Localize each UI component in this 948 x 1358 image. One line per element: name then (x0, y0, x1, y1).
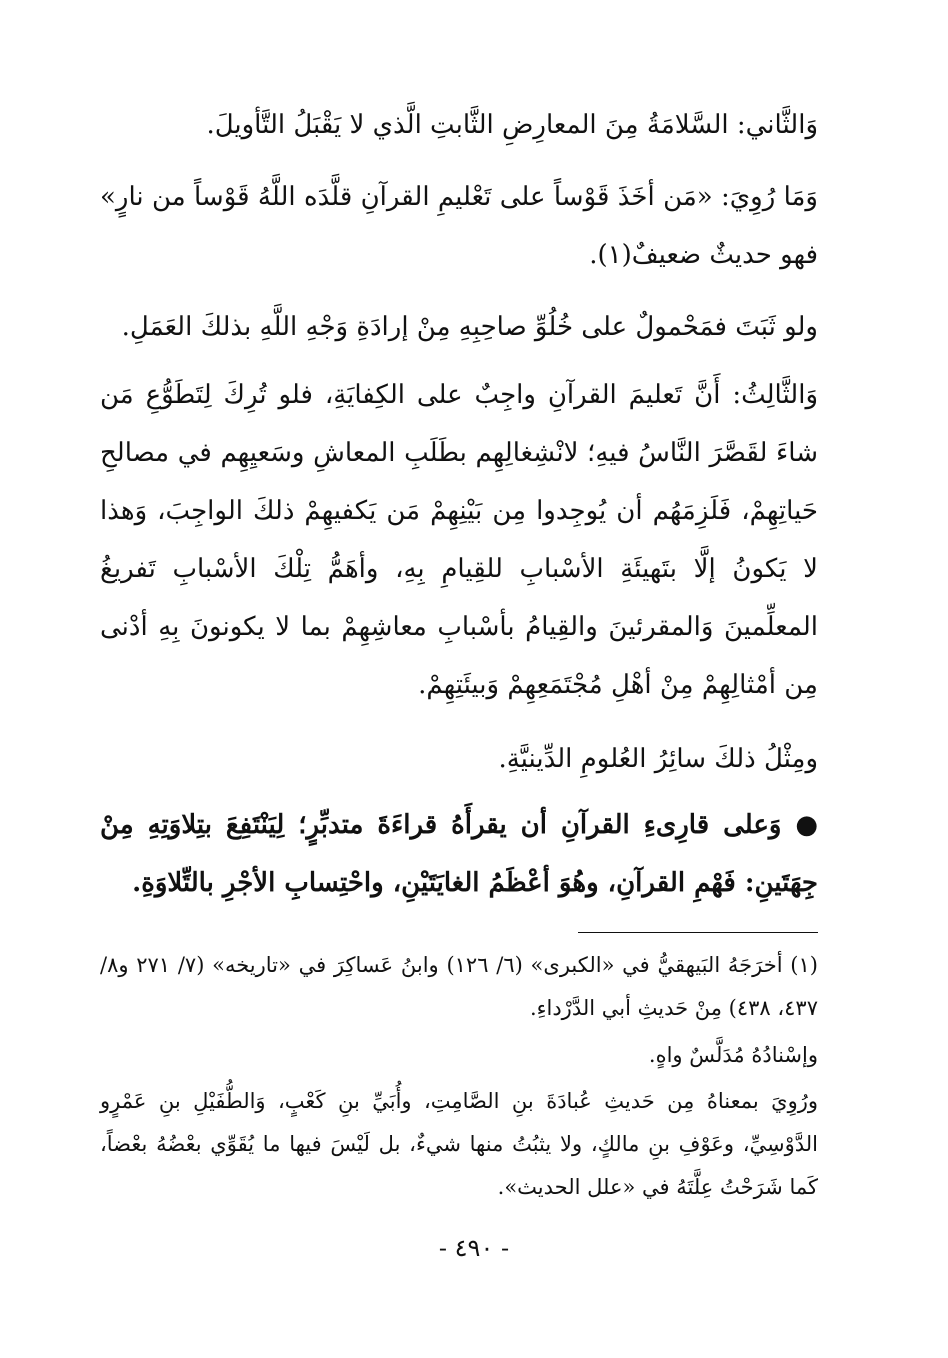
paragraph-second-condition: وَالثَّاني: السَّلامَةُ مِنَ المعارِضِ الثَّابتِ الَّذي لا يَقْبَلُ التَّأويلَ. (206, 110, 818, 140)
footnote-isnad: وإسْنادُهُ مُدَلَّسٌ واهٍ. (648, 1043, 818, 1067)
paragraph-religious-sciences: ومِثْلُ ذلكَ سائِرُ العُلومِ الدِّينيَّةِ. (498, 744, 818, 774)
footnote-1: (١) أخرَجَهُ البَيهقيُّ في «الكبرى» (٦/ ١٢٦) وابنُ عَساكِرَ في «تاريخه» (٧/ ٢٧١ و٨/ ٤٣٧، ٤٣٨) مِنْ حَديثِ أبي الدَّرْداءِ. (100, 953, 818, 1020)
paragraph-third-condition: وَالثَّالِثُ: أَنَّ تَعليمَ القرآنِ واجِبٌ على الكِفايَةِ، فلو تُرِكَ لِتَطَوُّعِ مَن شاءَ لقَصَّرَ النَّاسُ فيهِ؛ لانْشِغالِهِم بطَلَبِ المعاشِ وسَعيِهِم في مصالحِ حَياتِهِمْ، فَلَزِمَهُم أن يُوجِدوا مِن بَيْنِهِمْ مَن يَكفيهِمْ ذلكَ الواجِبَ، وَهذا لا يَكونُ إلَّا بتَهيئَةِ الأسْبابِ للقِيامِ بِهِ، وأهَمُّ تِلْكَ الأسْبابِ تَفريغُ المعلِّمينَ وَالمقرئينَ والقِيامُ بأسْبابِ معاشِهِمْ بما لا يكونونَ بِهِ أدْنى مِن أمْثالِهِمْ مِنْ أهْلِ مُجْتَمَعِهِمْ وَبيئَتِهِمْ. (100, 380, 818, 700)
footnote-divider (578, 932, 818, 933)
page-number: - ٤٩٠ - (438, 1234, 510, 1262)
paragraph-interpretation: ولو ثَبَتَ فمَحْمولٌ على خُلُوِّ صاحِبِهِ مِنْ إرادَةِ وَجْهِ اللَّهِ بذلكَ العَمَلِ. (121, 312, 818, 342)
paragraph-weak-hadith: وَمَا رُوِيَ: «مَن أخَذَ قَوْساً على تَعْليمِ القرآنِ قلَّدَه اللَّهُ قَوْساً من نارٍ» فهو حديثٌ ضعيفٌ(١). (100, 182, 818, 270)
book-page (100, 0, 818, 1358)
footnote-narrations: ورُوِيَ بمعناهُ مِن حَديثِ عُبادَةَ بنِ الصَّامِتِ، وأُبَيِّ بنِ كَعْبٍ، وَالطُّفَيْلِ بنِ عَمْرٍو الدَّوْسِيِّ، وعَوْفِ بنِ مالكٍ، ولا يثبُتُ منها شيءٌ، بل لَيْسَ فيها ما يُقَوِّي بعْضُهُ بعْضاً، كَما شَرَحْتُ عِلَّتَهُ في «علل الحديث». (100, 1089, 818, 1199)
paragraph-reciter-duty: ● وَعلى قارِىءِ القرآنِ أن يقرأَهُ قراءَةَ متدبِّرٍ؛ لِيَنْتَفِعَ بتِلاوَتِهِ مِنْ جِهَتَينِ: فَهْمِ القرآنِ، وهُوَ أعْظَمُ الغايَتَيْنِ، واحْتِسابِ الأجْرِ بالتِّلاوَةِ. (100, 810, 818, 898)
